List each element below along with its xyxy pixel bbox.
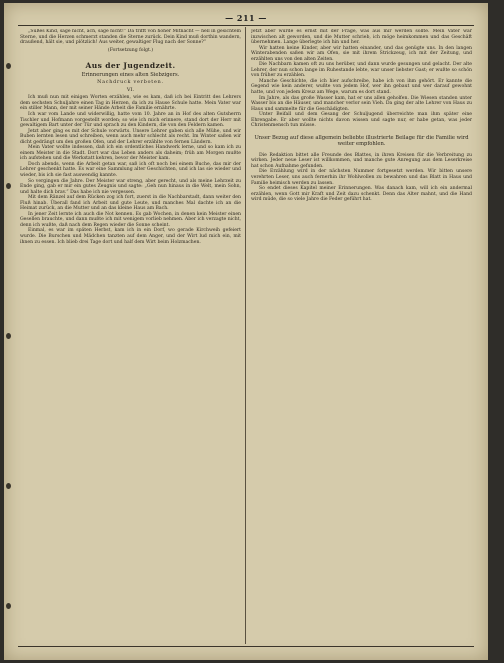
paragraph: Ich muß nun mit einigen Worten erzählen, wie es kam, daß ich bei Eintritt des Lehrers dem sechsten Schuljahre einen Tag in Herzen, da ich zu Hause Schule hatte. Mein Vater war ein stiller Mann, der mit seiner Hände Arbeit die Familie ernährte. (20, 95, 241, 112)
paragraph: Im Jahre, als das große Wasser kam, hat er uns allen geholfen. Die Wiesen standen unter Wasser bis an die Häuser, und mancher verlor sein Vieh. Da ging der alte Lehrer von Haus zu Haus und sammelte für die Geschädigten. (251, 95, 472, 112)
footer-rule (18, 646, 474, 647)
binding-hole (6, 63, 11, 69)
continuation-note: (Fortsetzung folgt.) (107, 47, 154, 53)
article-subtitle: Erinnerungen eines alten Siebzigers. (81, 72, 180, 79)
header-rule (18, 25, 474, 26)
reprint-notice: Nachdruck verboten. (97, 80, 164, 86)
article-headline: Aus der Jugendzeit. (85, 61, 176, 71)
paragraph: Die Redaktion bittet alle Freunde des Blattes, in ihren Kreisen für die Verbreitung zu wirken. Jeder neue Leser ist willkommen, und manche gute Anregung aus dem Leserkreise hat schon Aufnahme gefunden. (251, 152, 472, 169)
paragraph: Doch abends, wenn die Arbeit getan war, saß ich oft noch bei einem Buche, das mir der Lehrer geschenkt hatte. Es war eine Sammlung alter Geschichten, und ich las sie wieder und wieder, bis ich sie fast auswendig kannte. (20, 161, 241, 178)
paragraph: Einmal, es war im späten Herbst, kam ich in ein Dorf, wo gerade Kirchweih gefeiert wurde. Die Burschen und Mädchen tanzten auf dem Anger, und der Wirt lud mich ein, mit ihnen zu essen. Ich blieb drei Tage dort und half dem Wirt beim Holzmachen. (20, 228, 241, 245)
paragraph: So vergingen die Jahre. Der Meister war streng, aber gerecht, und als meine Lehrzeit zu Ende ging, gab er mir ein gutes Zeugnis und sagte: „Geh nun hinaus in die Welt, mein Sohn, und halte dich brav.“ Das habe ich nie vergessen. (20, 178, 241, 195)
paragraph: Jetzt aber wurde es ernst mit der Frage, was aus mir werden sollte. Mein Vater war inzwischen alt geworden, und die Mutter schrieb, ich möge heimkommen und das Geschäft übernehmen. Lange überlegte ich hin und her. (251, 29, 472, 46)
notice: Unser Bezug auf diese allgemein beliebte illustrierte Beilage für die Familie wird weiter empfohlen. (254, 134, 469, 147)
binding-hole (6, 603, 11, 609)
paragraph: Mein Vater wollte indessen, daß ich ein ordentliches Handwerk lerne, und so kam ich zu einem Meister in die Stadt. Dort war das Leben anders als daheim; früh am Morgen mußte ich aufstehen und die Werkstatt kehren, bevor der Meister kam. (20, 145, 241, 162)
paragraph: So endet dieses Kapitel meiner Erinnerungen. Was danach kam, will ich ein andermal erzählen, wenn Gott mir Kraft und Zeit dazu schenkt. Denn das Alter mahnt, und die Hand wird müde, die so viele Jahre die Feder geführt hat. (251, 186, 472, 203)
paragraph: Ich war vom Lande und widerwillig, hatte vom 10. Jahre an in Hof des alten Gutsherrn Tischler und Hofmann vorgestellt worden; so wie ich mich erinnere, stand dort der Herr mit gewaltigem Bart unter der Tür und sprach zu den Kindern, die von den Feldern kamen. (20, 111, 241, 129)
page-number: — 211 — (225, 13, 267, 23)
paragraph: Manche Geschichte, die ich hier aufschreibe, habe ich von ihm gehört. Er kannte die Gegend wie kein anderer, wußte von jedem Hof, wer ihn gebaut und wer darauf gewohnt hatte, und von jedem Kreuz am Wege, warum es dort stand. (251, 78, 472, 96)
paragraph: In jener Zeit lernte ich auch die Not kennen. Es gab Wochen, in denen kein Meister einen Gesellen brauchte, und dann mußte ich mit wenigem vorlieb nehmen. Aber ich verzagte nicht, denn ich wußte, daß nach dem Regen wieder die Sonne scheint. (20, 211, 241, 228)
newspaper-page (4, 3, 488, 660)
paragraph: Jetzt aber ging es mit der Schule vorwärts. Unsere Lehrer gaben sich alle Mühe, und wir Buben lernten lesen und schreiben, wenn auch mehr schlecht als recht. Im Winter saßen wir dicht gedrängt um den großen Ofen, und der Lehrer erzählte von fernen Ländern. (20, 128, 241, 145)
paragraph: Die Erzählung wird in der nächsten Nummer fortgesetzt werden. Wir bitten unsere verehrten Leser, uns auch fernerhin ihr Wohlwollen zu bewahren und das Blatt in Haus und Familie heimisch werden zu lassen. (251, 169, 472, 186)
paragraph: Die Nachbarn kamen oft zu uns herüber, und dann wurde gesungen und gelacht. Der alte Lehrer, der nun schon lange im Ruhestande lebte, war unser liebster Gast; er wußte so schön von früher zu erzählen. (251, 62, 472, 79)
story-intro: „Süßes Kind, sage nicht, ach, sage nicht!“ Da trifft von hoher Mitnacht — hell in gesichtem Sterne, und die Herzen schmerzt standen die Sterne zurück. Dein Kind muß dorthin wandern, draußend, hält sie, und plötzlich! Aus weiter, gewaltiger Flug nach der Sonne?“ (20, 29, 241, 46)
paragraph: Wir hatten keine Kinder, aber wir hatten einander, und das genügte uns. In den langen Winterabenden saßen wir am Ofen, sie mit ihrem Strickzeug, ich mit der Zeitung, und erzählten uns von den alten Zeiten. (251, 45, 472, 62)
binding-hole (6, 483, 11, 489)
column-divider (245, 27, 246, 644)
paragraph: Unter Beifall und dem Gesang der Schuljugend überreichte man ihm später eine Ehrengabe. Er aber wollte nichts davon wissen und sagte nur, er habe getan, was jeder Christenmensch tun müsse. (251, 112, 472, 129)
binding-hole (6, 333, 11, 339)
section-number: VI. (126, 86, 135, 93)
paragraph: Mit dem Ränzel auf dem Rücken zog ich fort, zuerst in die Nachbarstadt, dann weiter den Fluß hinab. Überall fand ich Arbeit und gute Leute, und manches Mal dachte ich an die Heimat zurück, an die Mutter und an das kleine Haus am Bach. (20, 195, 241, 212)
binding-hole (6, 183, 11, 189)
binding-holes (4, 3, 14, 660)
right-column (251, 29, 472, 643)
left-column (20, 29, 241, 643)
